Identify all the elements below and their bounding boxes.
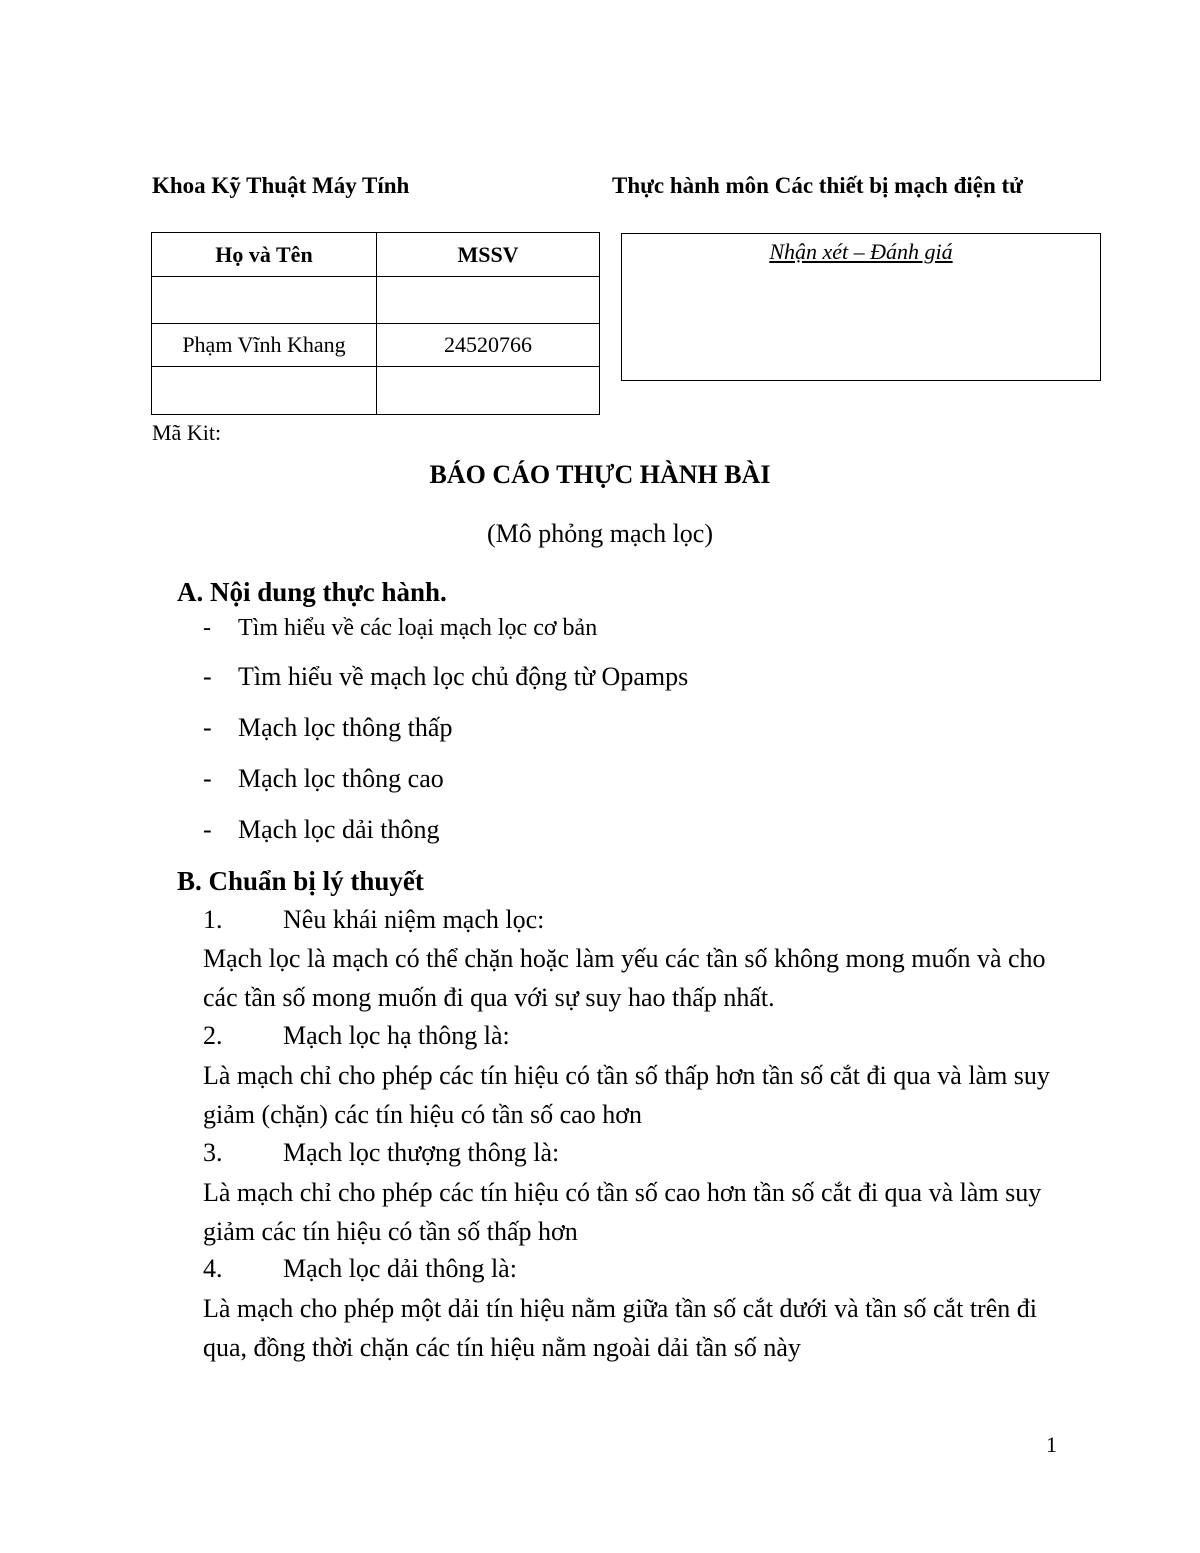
list-item-text: Mạch lọc thông thấp	[238, 713, 453, 742]
list-item-text: Tìm hiểu về các loại mạch lọc cơ bản	[238, 615, 598, 641]
section-b-heading: B. Chuẩn bị lý thuyết	[177, 866, 424, 896]
question-text: Mạch lọc thượng thông là:	[283, 1138, 560, 1167]
list-item	[203, 662, 688, 692]
cell-name: Phạm Vĩnh Khang	[152, 324, 377, 367]
question-number: 3.	[203, 1138, 223, 1167]
list-item	[203, 615, 597, 642]
column-header-student-id: MSSV	[377, 233, 600, 277]
report-title: BÁO CÁO THỰC HÀNH BÀI	[429, 460, 771, 489]
answer-paragraph: Là mạch chỉ cho phép các tín hiệu có tần số thấp hơn tần số cắt đi qua và làm suy giảm (chặn) các tín hiệu có tần số cao hơn	[203, 1061, 1050, 1129]
question-text: Nêu khái niệm mạch lọc:	[283, 905, 545, 934]
list-item-text: Mạch lọc thông cao	[238, 764, 444, 793]
question-item	[203, 1254, 517, 1284]
answer-paragraph: Là mạch cho phép một dải tín hiệu nằm giữa tần số cắt dưới và tần số cắt trên đi qua, đồng thời chặn các tín hiệu nằm ngoài dải tần số này	[203, 1294, 1037, 1362]
answer-paragraph: Là mạch chỉ cho phép các tín hiệu có tần số cao hơn tần số cắt đi qua và làm suy giảm các tín hiệu có tần số thấp hơn	[203, 1178, 1042, 1246]
table-row	[152, 367, 600, 415]
cell-student-id	[377, 367, 600, 415]
question-text: Mạch lọc hạ thông là:	[283, 1021, 510, 1050]
answer-paragraph: Mạch lọc là mạch có thể chặn hoặc làm yếu các tần số không mong muốn và cho các tần số mong muốn đi qua với sự suy hao thấp nhất.	[203, 944, 1046, 1012]
question-number: 4.	[203, 1254, 223, 1283]
bullet-dash: -	[203, 764, 212, 793]
cell-name	[152, 277, 377, 324]
column-header-name: Họ và Tên	[152, 233, 377, 277]
list-item	[203, 713, 452, 743]
list-item	[203, 764, 444, 794]
review-box	[621, 233, 1101, 381]
list-item-text: Tìm hiểu về mạch lọc chủ động từ Opamps	[238, 662, 689, 691]
page-number: 1	[1046, 1432, 1057, 1457]
table-header-row	[152, 233, 600, 277]
report-subtitle: (Mô phỏng mạch lọc)	[486, 519, 713, 548]
question-text: Mạch lọc dải thông là:	[283, 1254, 517, 1283]
section-a-heading: A. Nội dung thực hành.	[177, 577, 447, 607]
list-item-text: Mạch lọc dải thông	[238, 815, 440, 844]
review-box-title: Nhận xét – Đánh giá	[769, 239, 953, 264]
table-row	[152, 324, 600, 367]
question-number: 2.	[203, 1021, 223, 1050]
question-item	[203, 1138, 559, 1168]
table-row	[152, 277, 600, 324]
bullet-dash: -	[203, 713, 212, 742]
cell-name	[152, 367, 377, 415]
list-item	[203, 815, 439, 845]
student-info-table	[151, 232, 600, 415]
bullet-dash: -	[203, 662, 212, 691]
question-number: 1.	[203, 905, 223, 934]
bullet-dash: -	[203, 615, 211, 641]
header-course: Thực hành môn Các thiết bị mạch điện tử	[612, 173, 1023, 198]
question-item	[203, 1021, 510, 1051]
question-item	[203, 905, 544, 935]
cell-student-id: 24520766	[377, 324, 600, 367]
bullet-dash: -	[203, 815, 212, 844]
kit-label: Mã Kit:	[152, 420, 222, 445]
cell-student-id	[377, 277, 600, 324]
header-faculty: Khoa Kỹ Thuật Máy Tính	[152, 173, 410, 198]
